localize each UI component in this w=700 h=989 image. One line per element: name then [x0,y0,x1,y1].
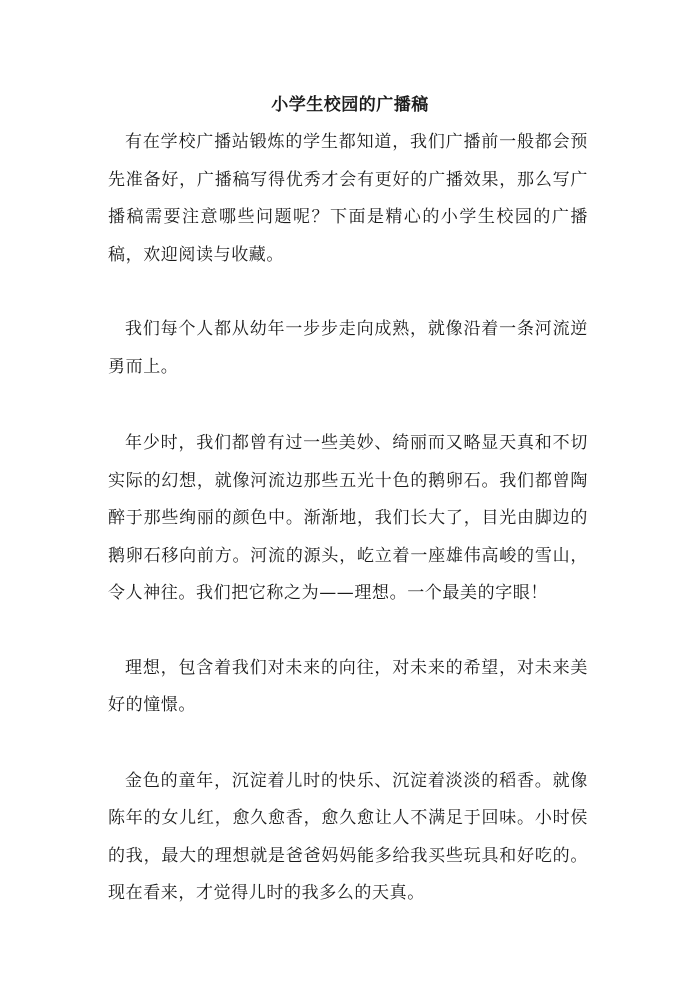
document-title: 小学生校园的广播稿 [271,95,429,115]
document-body [108,124,588,913]
paragraph-childhood: 金色的童年，沉淀着儿时的快乐、沉淀着淡淡的稻香。就像陈年的女儿红，愈久愈香，愈久愈让人不满足于回味。小时侯的我，最大的理想就是爸爸妈妈能多给我买些玩具和好吃的。现在看来，才觉得儿时的我多么的天真。 [108,770,588,903]
paragraph-intro: 有在学校广播站锻炼的学生都知道，我们广播前一般都会预先准备好，广播稿写得优秀才会有更好的广播效果，那么写广播稿需要注意哪些问题呢？下面是精心的小学生校园的广播稿，欢迎阅读与收藏。 [108,132,588,265]
paragraph-ideal: 理想，包含着我们对未来的向往，对未来的希望，对未来美好的憧憬。 [108,657,588,715]
paragraph-growth: 我们每个人都从幼年一步步走向成熟，就像沿着一条河流逆勇而上。 [108,319,588,377]
paragraph-youth-dreams: 年少时，我们都曾有过一些美妙、绮丽而又略显天真和不切实际的幻想，就像河流边那些五光十色的鹅卵石。我们都曾陶醉于那些绚丽的颜色中。渐渐地，我们长大了，目光由脚边的鹅卵石移向前方。河流的源头，屹立着一座雄伟高峻的雪山，令人神往。我们把它称之为——理想。一个最美的字眼！ [108,433,588,603]
